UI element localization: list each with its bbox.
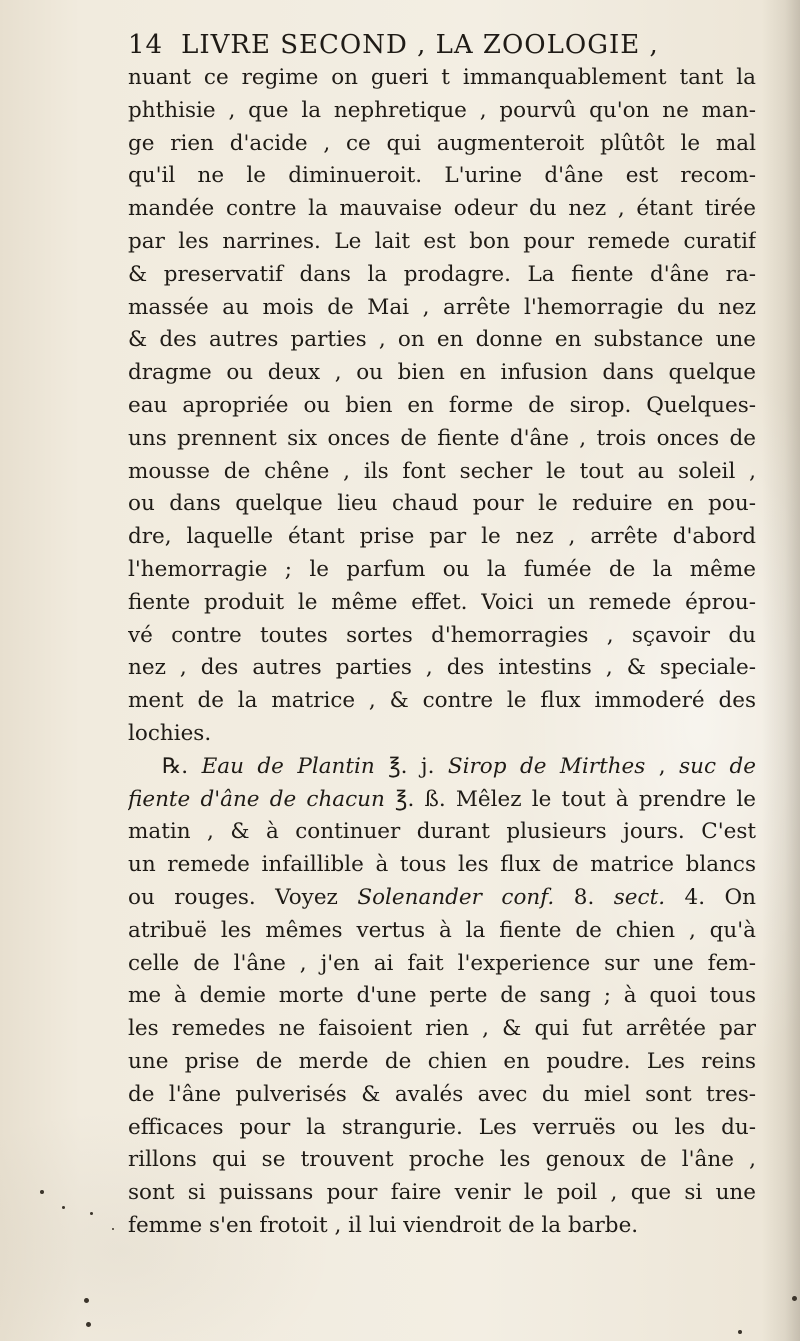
text-line	[128, 160, 756, 193]
text-segment: 8.	[554, 884, 614, 910]
text-segment: ℥. j.	[374, 753, 448, 779]
text-line	[128, 554, 756, 587]
text-segment: phthisie , que la nephretique , pourvû qu'on ne man-	[128, 97, 756, 123]
text-segment: ou dans quelque lieu chaud pour le reduire en pou-	[128, 491, 756, 517]
text-segment: ℥. ß. Mêlez le tout à prendre le	[384, 786, 756, 812]
ink-speck	[86, 1322, 91, 1327]
ink-speck	[112, 1228, 114, 1230]
text-segment: lochies.	[128, 720, 212, 746]
text-segment: une prise de merde de chien en poudre. Les reins	[128, 1048, 756, 1074]
text-line	[128, 849, 756, 882]
text-segment: ,	[645, 753, 680, 779]
text-segment: mousse de chêne , ils font secher le tout au soleil ,	[128, 458, 756, 484]
text-line	[128, 1210, 756, 1243]
text-line	[128, 1046, 756, 1079]
text-line	[128, 324, 756, 357]
text-segment: 4. On	[665, 884, 756, 910]
text-segment: nuant ce regime on gueri t immanquablement tant la	[128, 65, 756, 90]
text-line	[128, 292, 756, 325]
italic-text-segment: suc de	[679, 753, 756, 779]
text-segment: dre, laquelle étant prise par le nez , arrête d'abord	[128, 524, 756, 550]
italic-text-segment: Sirop de Mirthes	[447, 753, 646, 779]
text-segment: rillons qui se trouvent proche les genoux de l'âne ,	[128, 1147, 756, 1173]
ink-speck	[738, 1330, 742, 1334]
text-line	[128, 95, 756, 128]
text-segment: & des autres parties , on en donne en substance une	[128, 327, 756, 353]
text-line	[128, 259, 756, 292]
text-line	[128, 488, 756, 521]
ink-speck	[40, 1190, 44, 1194]
text-line	[128, 423, 756, 456]
text-segment: me à demie morte d'une perte de sang ; à quoi tous	[128, 983, 756, 1009]
text-line	[128, 784, 756, 817]
text-segment: vé contre toutes sortes d'hemorragies , sçavoir du	[128, 622, 756, 648]
text-line	[128, 1013, 756, 1046]
text-line	[128, 128, 756, 161]
body-text	[128, 62, 756, 1243]
text-line	[128, 1144, 756, 1177]
text-line	[128, 1112, 756, 1145]
text-line	[128, 390, 756, 423]
text-line	[128, 915, 756, 948]
text-segment: un remede infaillible à tous les flux de matrice blancs	[128, 852, 756, 878]
text-line	[128, 620, 756, 653]
text-segment: matin , & à continuer durant plusieurs jours. C'est	[128, 819, 756, 845]
text-segment: atribuë les mêmes vertus à la fiente de chien , qu'à	[128, 917, 756, 943]
text-segment: nez , des autres parties , des intestins , & speciale-	[128, 655, 756, 681]
text-line	[128, 751, 756, 784]
text-line	[128, 980, 756, 1013]
text-segment: de l'âne pulverisés & avalés avec du miel sont tres-	[128, 1081, 756, 1107]
text-segment: efficaces pour la strangurie. Les verruës ou les du-	[128, 1114, 756, 1140]
text-segment: fiente produit le même effet. Voici un remede éprou-	[128, 589, 756, 615]
text-segment: mandée contre la mauvaise odeur du nez , étant tirée	[128, 196, 756, 222]
text-segment: qu'il ne le diminueroit. L'urine d'âne est recom-	[128, 163, 756, 189]
text-line	[128, 193, 756, 226]
page-text-block	[128, 28, 756, 1243]
text-segment: par les narrines. Le lait est bon pour remede curatif	[128, 228, 756, 254]
text-segment: ℞.	[162, 753, 202, 779]
italic-text-segment: sect.	[613, 884, 666, 910]
ink-speck	[792, 1296, 797, 1301]
text-segment: ou rouges. Voyez	[128, 884, 358, 910]
running-head	[128, 28, 756, 62]
text-segment: ge rien d'acide , ce qui augmenteroit plûtôt le mal	[128, 130, 756, 156]
text-line	[128, 718, 756, 751]
text-segment: sont si puissans pour faire venir le poil , que si une	[128, 1180, 756, 1206]
text-line	[128, 685, 756, 718]
text-segment: massée au mois de Mai , arrête l'hemorragie du nez	[128, 294, 756, 320]
text-segment: les remedes ne faisoient rien , & qui fut arrêtée par	[128, 1016, 756, 1042]
text-line	[128, 456, 756, 489]
text-segment: celle de l'âne , j'en ai fait l'experience sur une fem-	[128, 950, 756, 976]
ink-speck	[84, 1298, 89, 1303]
text-line	[128, 62, 756, 95]
running-head-title: LIVRE SECOND , LA ZOOLOGIE ,	[181, 30, 659, 60]
italic-text-segment: fiente d'âne de chacun	[128, 786, 385, 812]
text-segment: eau apropriée ou bien en forme de sirop. Quelques-	[128, 392, 756, 418]
text-line	[128, 1079, 756, 1112]
text-segment: uns prennent six onces de fiente d'âne , trois onces de	[128, 425, 756, 451]
italic-text-segment: Solenander conf.	[357, 884, 555, 910]
italic-text-segment: Eau de Plantin	[201, 753, 375, 779]
text-line	[128, 226, 756, 259]
text-line	[128, 882, 756, 915]
text-line	[128, 652, 756, 685]
text-line	[128, 587, 756, 620]
text-line	[128, 357, 756, 390]
text-segment: ment de la matrice , & contre le flux immoderé des	[128, 688, 756, 714]
ink-speck	[90, 1212, 93, 1215]
text-segment: l'hemorragie ; le parfum ou la fumée de la même	[128, 556, 756, 582]
page-edge-shadow	[762, 0, 800, 1341]
text-segment: femme s'en frotoit , il lui viendroit de la barbe.	[128, 1212, 639, 1238]
text-line	[128, 948, 756, 981]
ink-speck	[62, 1206, 65, 1209]
text-line	[128, 816, 756, 849]
text-segment: dragme ou deux , ou bien en infusion dans quelque	[128, 360, 756, 386]
page-number: 14	[128, 30, 164, 60]
text-segment: & preservatif dans la prodagre. La fiente d'âne ra-	[128, 261, 756, 287]
text-line	[128, 1177, 756, 1210]
text-line	[128, 521, 756, 554]
